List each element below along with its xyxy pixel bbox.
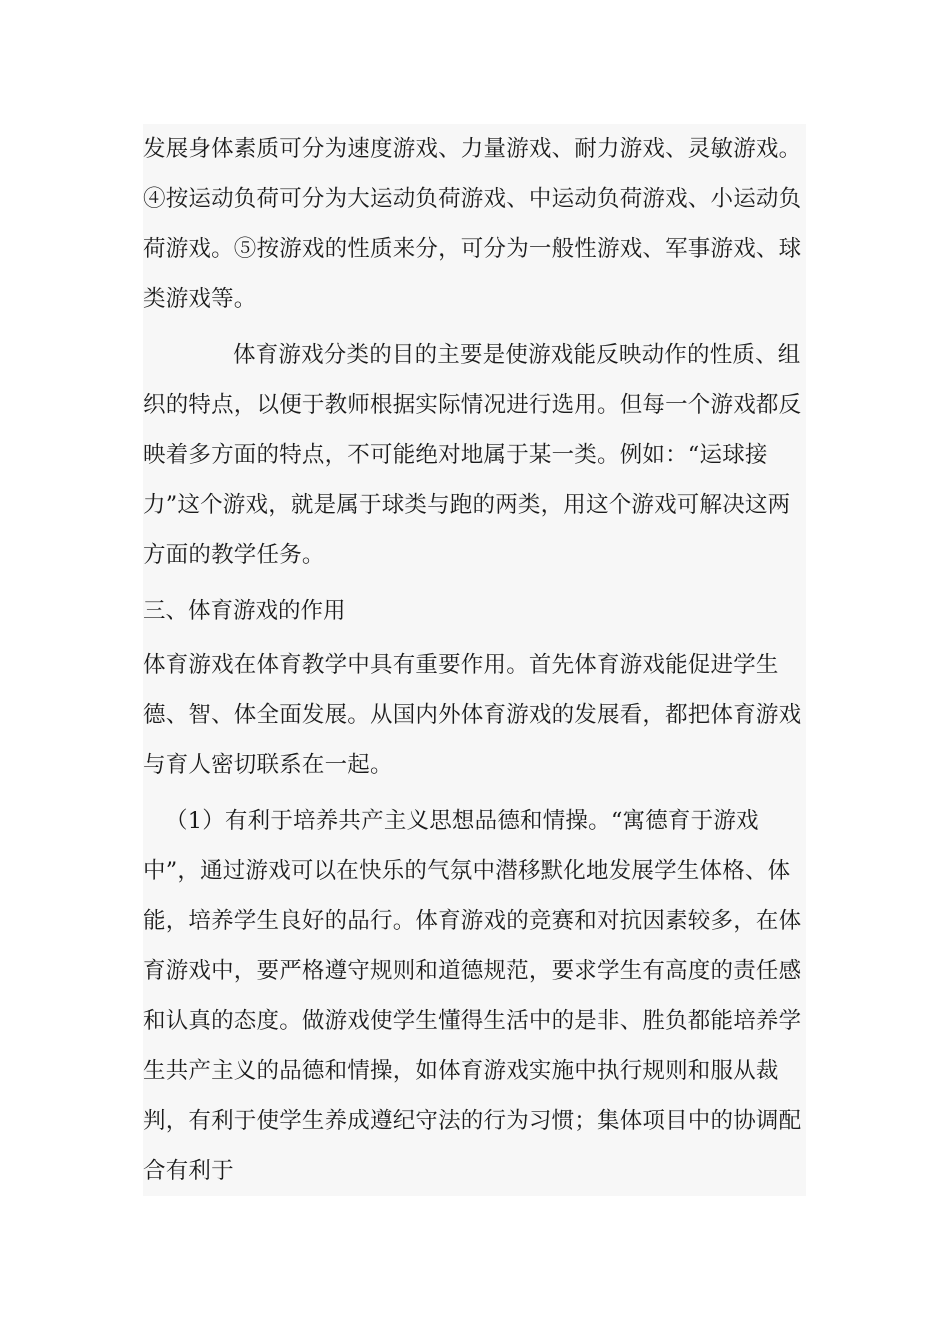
paragraph-moral-education: （1）有利于培养共产主义思想品德和情操。“寓德育于游戏中”，通过游戏可以在快乐的气氛中潜移默化地发展学生体格、体能，培养学生良好的品行。体育游戏的竞赛和对抗因素较多，在体育游戏中，要严格遵守规则和道德规范，要求学生有高度的责任感和认真的态度。做游戏使学生懂得生活中的是非、胜负都能培养学生共产主义的品德和情操，如体育游戏实施中执行规则和服从裁判，有利于使学生养成遵纪守法的行为习惯；集体项目中的协调配合有利于 xyxy=(143,808,802,1184)
paragraph-functions-intro: 体育游戏在体育教学中具有重要作用。首先体育游戏能促进学生德、智、体全面发展。从国内外体育游戏的发展看，都把体育游戏与育人密切联系在一起。 xyxy=(143,652,802,778)
text-block xyxy=(143,124,806,1196)
section-heading-functions: 三、体育游戏的作用 xyxy=(143,598,346,624)
paragraph-classification-list: 发展身体素质可分为速度游戏、力量游戏、耐力游戏、灵敏游戏。④按运动负荷可分为大运动负荷游戏、中运动负荷游戏、小运动负荷游戏。⑤按游戏的性质来分，可分为一般性游戏、军事游戏、球类游戏等。 xyxy=(143,136,802,312)
paragraph-classification-purpose: 体育游戏分类的目的主要是使游戏能反映动作的性质、组织的特点，以便于教师根据实际情况进行选用。但每一个游戏都反映着多方面的特点，不可能绝对地属于某一类。例如：“运球接力”这个游戏，就是属于球类与跑的两类，用这个游戏可解决这两方面的教学任务。 xyxy=(143,342,802,568)
